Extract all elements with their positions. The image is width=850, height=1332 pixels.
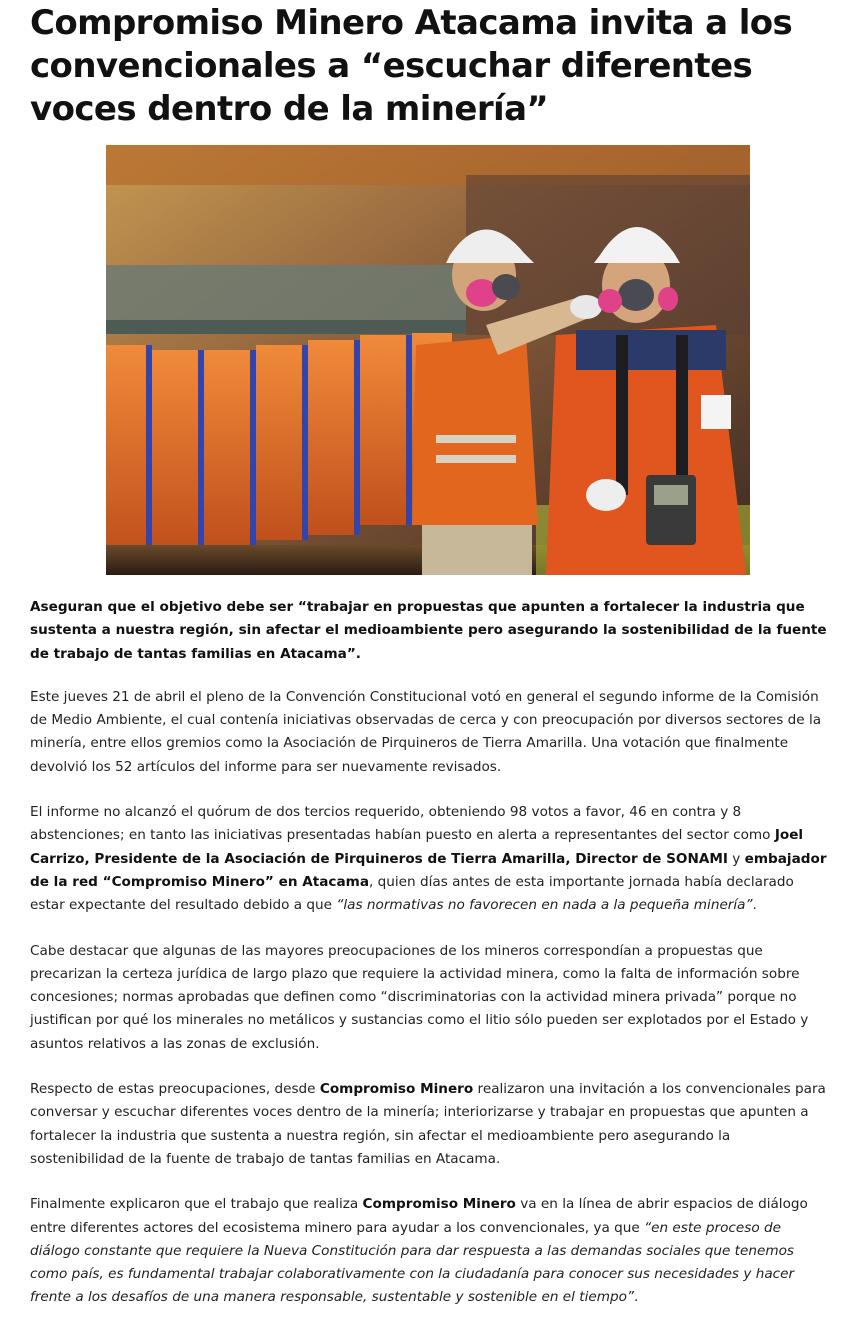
photo-illustration-icon — [106, 145, 750, 575]
paragraph-5 — [30, 1193, 828, 1309]
paragraph-4 — [30, 1078, 828, 1171]
article-photo — [106, 145, 750, 575]
paragraph-4-text-a: Respecto de estas preocupaciones, desde — [30, 1081, 320, 1098]
paragraph-3: Cabe destacar que algunas de las mayores preocupaciones de los mineros correspondían a propuestas que precarizan la certeza jurídica de largo plazo que requiere la actividad minera, como la falta de información sobre concesiones; normas aprobadas que definen como “discriminatorias con la actividad minera privada” porque no justifican por qué los minerales no metálicos y sustancias como el litio sólo pueden ser explotados por el Estado y asuntos relativos a las zonas de exclusión. — [30, 942, 809, 1052]
paragraph-5-text-e: . — [633, 1289, 639, 1306]
paragraph-5-text-a: Finalmente explicaron que el trabajo que realiza — [30, 1196, 363, 1213]
article-body — [30, 596, 828, 1332]
paragraph-2 — [30, 801, 828, 917]
article-lead: Aseguran que el objetivo debe ser “trabajar en propuestas que apunten a fortalecer la industria que sustenta a nuestra región, sin afectar el medioambiente pero asegurando la sostenibilidad de la fuente de trabajo de tantas familias en Atacama”. — [30, 599, 827, 662]
paragraph-5-text-c: va en la línea de abrir espacios de diálogo entre diferentes actores del ecosistema minero para ayudar a los convencionales, ya que — [30, 1196, 808, 1236]
article-title: Compromiso Minero Atacama invita a los convencionales a “escuchar diferentes voces dentro de la minería” — [30, 3, 793, 129]
joel-carrizo-title: Joel Carrizo, Presidente de la Asociación de Pirquineros de Tierra Amarilla, Director de SONAMI — [30, 827, 804, 867]
compromiso-minero-name: Compromiso Minero — [319, 1081, 474, 1098]
paragraph-2-text-g: . — [752, 897, 757, 914]
paragraph-2-text-e: , quien días antes de esta importante jornada había declarado estar expectante del resultado debido a que — [30, 873, 794, 914]
embajador-title: embajador de la red “Compromiso Minero” en Atacama — [30, 850, 827, 890]
carrizo-quote: “las normativas no favorecen en nada a la pequeña minería” — [336, 897, 753, 914]
paragraph-1: Este jueves 21 de abril el pleno de la Convención Constitucional votó en general el segundo informe de la Comisión de Medio Ambiente, el cual contenía iniciativas observadas de cerca y con preocupación por diversos sectores de la minería, entre ellos gremios como la Asociación de Pirquineros de Tierra Amarilla. Una votación que finalmente devolvió los 52 artículos del informe para ser nuevamente revisados. — [30, 688, 822, 775]
paragraph-4-text-c: realizaron una invitación a los convencionales para conversar y escuchar diferentes voces dentro de la minería; interiorizarse y trabajar en propuestas que apunten a fortalecer la industria que sustenta a nuestra región, sin afectar el medioambiente pero asegurando la sostenibilidad de la fuente de trabajo de tantas familias en Atacama. — [30, 1081, 826, 1167]
closing-quote: “en este proceso de diálogo constante que requiere la Nueva Constitución para dar respuesta a las demandas sociales que tenemos como país, es fundamental trabajar colaborativamente con la ciudadanía para conocer sus necesidades y hacer frente a los desafíos de una manera responsable, sustentable y sostenible en el tiempo” — [30, 1219, 795, 1306]
compromiso-minero-name-2: Compromiso Minero — [362, 1196, 516, 1213]
paragraph-2-text-c: y — [727, 850, 745, 867]
paragraph-2-text-a: El informe no alcanzó el quórum de dos tercios requerido, obteniendo 98 votos a favor, 46 en contra y 8 abstenciones; en tanto las iniciativas presentadas habían puesto en alerta a representantes del sector como — [30, 804, 775, 844]
